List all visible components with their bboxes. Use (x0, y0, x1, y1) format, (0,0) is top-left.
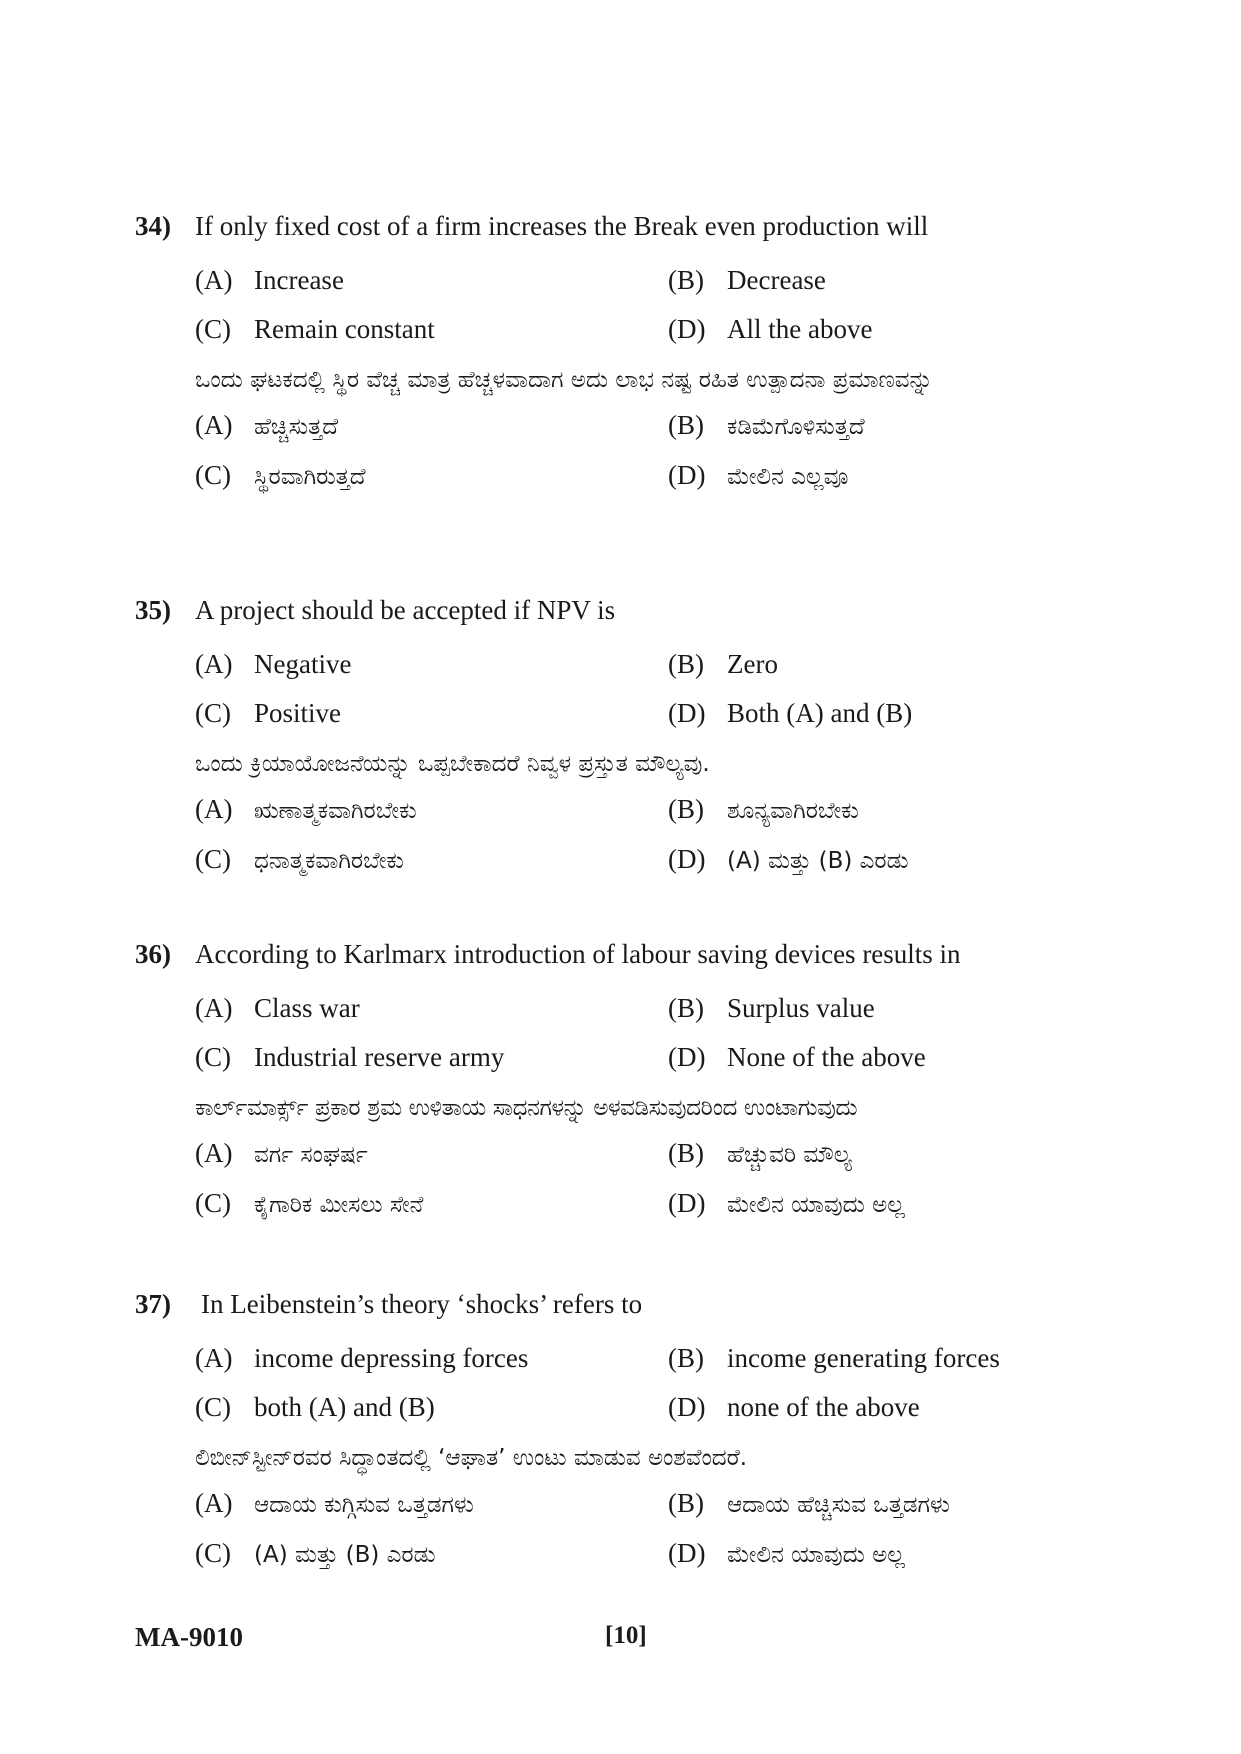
option-text: income generating forces (727, 1343, 1000, 1373)
option-text: Surplus value (727, 993, 875, 1023)
option-c (195, 1383, 435, 1432)
option-b (668, 1334, 1000, 1383)
option-letter: (B) (668, 1343, 704, 1373)
question-stem (135, 209, 1095, 243)
option-c (195, 305, 435, 354)
question-number: 37) (135, 1289, 171, 1319)
option-d (668, 305, 872, 354)
option-text: Negative (254, 649, 352, 679)
option-a (195, 1334, 528, 1383)
option-letter: (A) (195, 649, 233, 679)
option-text: ಆದಾಯ ಕುಗ್ಗಿಸುವ ಒತ್ತಡಗಳು (254, 1492, 474, 1518)
option-letter: (D) (668, 314, 706, 344)
kannada-option-a (195, 400, 338, 455)
kannada-question-text: ಕಾರ್ಲ್‌ಮಾರ್ಕ್ಸ್ ಪ್ರಕಾರ ಶ್ರಮ ಉಳಿತಾಯ ಸಾಧನಗಳನ್ನು ಅಳವಡಿಸುವುದರಿಂದ ಉಂಟಾಗುವುದು (195, 1095, 858, 1121)
option-text: Positive (254, 698, 342, 728)
option-letter: (B) (668, 1138, 704, 1168)
question-stem (135, 1287, 1095, 1321)
option-text: ಋಣಾತ್ಮಕವಾಗಿರಬೇಕು (254, 798, 417, 824)
question-34 (135, 209, 1095, 500)
option-letter: (C) (195, 1188, 231, 1218)
option-a (195, 256, 344, 305)
option-text: ಮೇಲಿನ ಯಾವುದು ಅಲ್ಲ (727, 1542, 905, 1568)
kannada-option-b (668, 400, 865, 455)
option-text: ಕೈಗಾರಿಕ ಮೀಸಲು ಸೇನೆ (254, 1192, 424, 1218)
option-d (668, 689, 912, 738)
kannada-option-d (668, 834, 909, 889)
option-d (668, 1383, 920, 1432)
option-text: Class war (254, 993, 360, 1023)
option-letter: (A) (195, 1343, 233, 1373)
option-letter: (A) (195, 410, 233, 440)
options-row (135, 689, 1095, 738)
kannada-options-row (135, 1128, 1095, 1178)
option-letter: (C) (195, 460, 231, 490)
kannada-options-row (135, 450, 1095, 500)
option-letter: (A) (195, 794, 233, 824)
paper-code: MA-9010 (135, 1622, 243, 1652)
kannada-option-a (195, 784, 417, 839)
option-text: ಹೆಚ್ಚಿಸುತ್ತದೆ (254, 414, 339, 440)
option-text: ಮೇಲಿನ ಯಾವುದು ಅಲ್ಲ (727, 1192, 905, 1218)
kannada-option-d (668, 450, 848, 505)
question-number: 36) (135, 939, 171, 969)
option-text: income depressing forces (254, 1343, 529, 1373)
kannada-options-row (135, 834, 1095, 884)
option-text: ಹೆಚ್ಚುವರಿ ಮೌಲ್ಯ (727, 1142, 852, 1168)
question-37 (135, 1287, 1095, 1578)
options-row (135, 1033, 1095, 1082)
option-b (668, 256, 826, 305)
option-text: None of the above (727, 1042, 926, 1072)
kannada-option-a (195, 1128, 368, 1183)
option-letter: (B) (668, 265, 704, 295)
option-letter: (C) (195, 314, 231, 344)
option-a (195, 984, 360, 1033)
option-text: ಸ್ಥಿರವಾಗಿರುತ್ತದೆ (254, 464, 366, 490)
kannada-option-d (668, 1528, 905, 1583)
question-text: A project should be accepted if NPV is (195, 595, 616, 625)
question-number: 34) (135, 211, 171, 241)
option-text: Decrease (727, 265, 826, 295)
option-a (195, 640, 351, 689)
kannada-option-b (668, 1478, 950, 1533)
option-text: Industrial reserve army (254, 1042, 505, 1072)
kannada-option-c (195, 1528, 436, 1583)
question-35 (135, 593, 1095, 884)
option-letter: (C) (195, 844, 231, 874)
option-text: (A) ಮತ್ತು (B) ಎರಡು (727, 848, 909, 874)
option-text: Zero (727, 649, 778, 679)
option-letter: (D) (668, 844, 706, 874)
option-letter: (B) (668, 794, 704, 824)
option-letter: (D) (668, 1538, 706, 1568)
options-row (135, 256, 1095, 305)
option-letter: (D) (668, 460, 706, 490)
options-row (135, 1383, 1095, 1432)
option-letter: (B) (668, 993, 704, 1023)
kannada-question-text: ಒಂದು ಘಟಕದಲ್ಲಿ ಸ್ಥಿರ ವೆಚ್ಚ ಮಾತ್ರ ಹೆಚ್ಚಳವಾದಾಗ ಅದು ಲಾಭ ನಷ್ಟ ರಹಿತ ಉತ್ಪಾದನಾ ಪ್ರಮಾಣವನ್ನು (195, 367, 933, 393)
option-letter: (A) (195, 993, 233, 1023)
option-letter: (B) (668, 1488, 704, 1518)
option-letter: (C) (195, 1392, 231, 1422)
option-c (195, 1033, 504, 1082)
option-letter: (D) (668, 1042, 706, 1072)
option-d (668, 1033, 926, 1082)
kannada-option-a (195, 1478, 474, 1533)
option-b (668, 984, 875, 1033)
option-c (195, 689, 341, 738)
option-text: Remain constant (254, 314, 435, 344)
kannada-question-text: ಲಿಬೀನ್‌ಸ್ಟೀನ್‌ರವರ ಸಿದ್ಧಾಂತದಲ್ಲಿ ‘ಆಘಾತ’ ಉಂಟು ಮಾಡುವ ಅಂಶವೆಂದರೆ. (195, 1445, 748, 1471)
option-text: (A) ಮತ್ತು (B) ಎರಡು (254, 1542, 436, 1568)
question-stem (135, 937, 1095, 971)
kannada-options-row (135, 1478, 1095, 1528)
option-text: Increase (254, 265, 344, 295)
options-row (135, 1334, 1095, 1383)
options-row (135, 640, 1095, 689)
option-letter: (A) (195, 1488, 233, 1518)
kannada-question-text: ಒಂದು ಕ್ರಿಯಾಯೋಜನೆಯನ್ನು ಒಪ್ಪಬೇಕಾದರೆ ನಿವ್ವಳ ಪ್ರಸ್ತುತ ಮೌಲ್ಯವು. (195, 751, 710, 777)
option-text: none of the above (727, 1392, 920, 1422)
option-text: ಆದಾಯ ಹೆಚ್ಚಿಸುವ ಒತ್ತಡಗಳು (727, 1492, 950, 1518)
option-letter: (C) (195, 698, 231, 728)
option-text: ಕಡಿಮೆಗೊಳಿಸುತ್ತದೆ (727, 414, 865, 440)
question-text: In Leibenstein’s theory ‘shocks’ refers to (201, 1289, 643, 1319)
kannada-options-row (135, 784, 1095, 834)
option-letter: (C) (195, 1042, 231, 1072)
question-number: 35) (135, 595, 171, 625)
kannada-option-c (195, 1178, 423, 1233)
option-letter: (B) (668, 410, 704, 440)
kannada-option-c (195, 450, 366, 505)
option-text: ಧನಾತ್ಮಕವಾಗಿರಬೇಕು (254, 848, 404, 874)
kannada-option-b (668, 1128, 852, 1183)
option-letter: (D) (668, 1188, 706, 1218)
option-letter: (D) (668, 698, 706, 728)
option-text: All the above (727, 314, 873, 344)
option-letter: (A) (195, 1138, 233, 1168)
kannada-option-b (668, 784, 859, 839)
kannada-option-d (668, 1178, 905, 1233)
option-letter: (B) (668, 649, 704, 679)
option-letter: (D) (668, 1392, 706, 1422)
kannada-options-row (135, 400, 1095, 450)
question-text: If only fixed cost of a firm increases the Break even production will (195, 211, 929, 241)
option-text: Both (A) and (B) (727, 698, 913, 728)
kannada-options-row (135, 1528, 1095, 1578)
option-text: ಮೇಲಿನ ಎಲ್ಲವೂ (727, 464, 849, 490)
option-text: ವರ್ಗ ಸಂಘರ್ಷ (254, 1142, 368, 1168)
question-stem (135, 593, 1095, 627)
options-row (135, 984, 1095, 1033)
page-number: [10] (605, 1622, 647, 1649)
option-letter: (A) (195, 265, 233, 295)
option-b (668, 640, 778, 689)
option-text: ಶೂನ್ಯವಾಗಿರಬೇಕು (727, 798, 859, 824)
kannada-option-c (195, 834, 404, 889)
kannada-options-row (135, 1178, 1095, 1228)
options-row (135, 305, 1095, 354)
option-letter: (C) (195, 1538, 231, 1568)
question-text: According to Karlmarx introduction of labour saving devices results in (195, 939, 961, 969)
question-36 (135, 937, 1095, 1228)
option-text: both (A) and (B) (254, 1392, 435, 1422)
